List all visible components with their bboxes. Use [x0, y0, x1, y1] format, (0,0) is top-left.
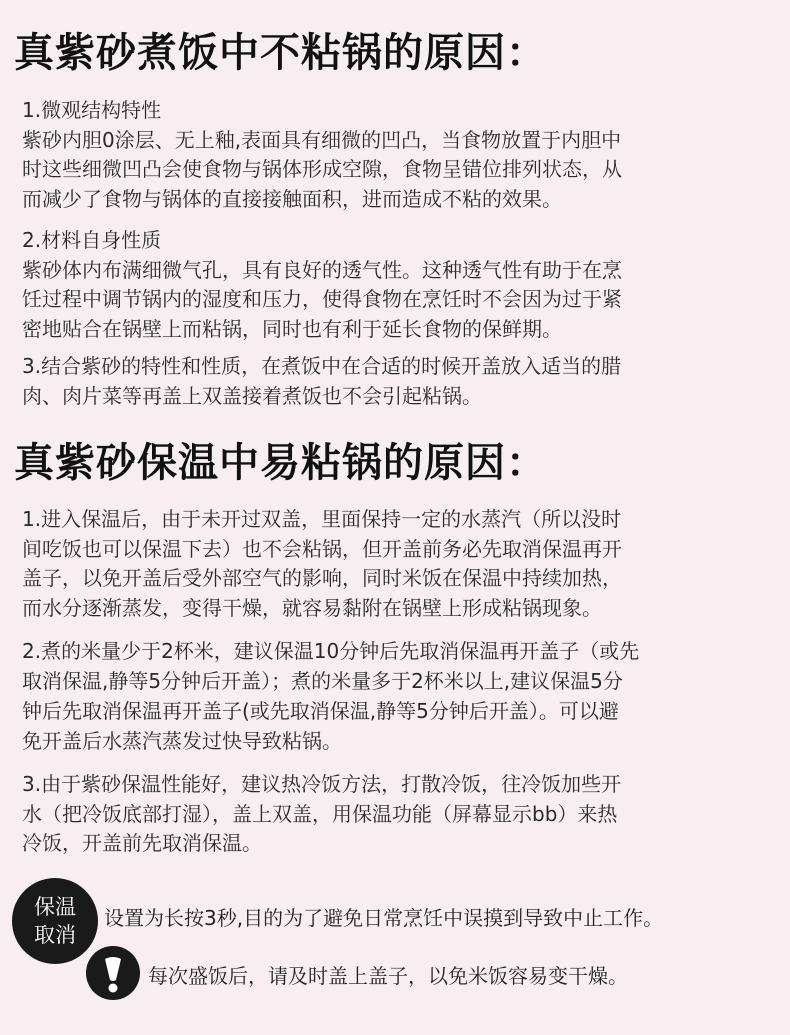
paragraph-line: 3.结合紫砂的特性和性质，在煮饭中在合适的时候开盖放入适当的腊	[22, 354, 622, 378]
paragraph-line: 盖子，以免开盖后受外部空气的影响，同时米饭在保温中持续加热，	[22, 566, 622, 590]
paragraph-line: 间吃饭也可以保温下去）也不会粘锅，但开盖前务必先取消保温再开	[22, 536, 622, 561]
paragraph-line: 而减少了食物与锅体的直接接触面积，进而造成不粘的效果。	[22, 186, 562, 211]
badge-line-2: 取消	[34, 923, 76, 947]
paragraph-line: 免开盖后水蒸汽蒸发过快导致粘锅。	[22, 729, 342, 753]
paragraph-line: 取消保温,静等5分钟后开盖）；煮的米量多于2杯米以上,建议保温5分	[22, 669, 623, 693]
section-2-paragraph-2	[22, 636, 782, 756]
exclamation-icon	[86, 946, 140, 1000]
section-1-paragraph-3	[22, 352, 782, 411]
badge-line-1: 保温	[34, 895, 76, 919]
paragraph-line: 1.微观结构特性	[22, 98, 162, 122]
section-1-title: 真紫砂煮饭中不粘锅的原因：	[14, 30, 547, 76]
paragraph-line: 2.煮的米量少于2杯米，建议保温10分钟后先取消保温再开盖子（或先	[22, 639, 640, 663]
paragraph-line: 水（把冷饭底部打湿），盖上双盖，用保温功能（屏幕显示bb）来热	[22, 801, 618, 826]
paragraph-line: 3.由于紫砂保温性能好，建议热冷饭方法，打散冷饭，往冷饭加些开	[22, 772, 622, 796]
note-long-press: 设置为长按3秒,目的为了避免日常烹饪中误摸到导致中止工作。	[104, 906, 664, 930]
section-1-paragraph-2	[22, 226, 782, 344]
note-cover-lid: 每次盛饭后，请及时盖上盖子，以免米饭容易变干燥。	[148, 964, 628, 988]
section-2-paragraph-1	[22, 505, 782, 623]
paragraph-line: 1.进入保温后，由于未开过双盖，里面保持一定的水蒸汽（所以没时	[22, 507, 622, 531]
paragraph-line: 2.材料自身性质	[22, 228, 162, 252]
section-1-paragraph-1	[22, 96, 782, 214]
paragraph-line: 钟后先取消保温再开盖子(或先取消保温,静等5分钟后开盖）。可以避	[22, 699, 619, 723]
paragraph-line: 密地贴合在锅壁上而粘锅，同时也有利于延长食物的保鲜期。	[22, 316, 562, 341]
paragraph-line: 紫砂体内布满细微气孔，具有良好的透气性。这种透气性有助于在烹	[22, 257, 622, 282]
paragraph-line: 紫砂内胆0涂层、无上釉,表面具有细微的凹凸，当食物放置于内胆中	[22, 127, 622, 152]
paragraph-line: 而水分逐渐蒸发，变得干燥，就容易黏附在锅壁上形成粘锅现象。	[22, 595, 602, 620]
paragraph-line: 时这些细微凹凸会使食物与锅体形成空隙，食物呈错位排列状态，从	[22, 157, 622, 181]
paragraph-line: 肉、肉片菜等再盖上双盖接着煮饭也不会引起粘锅。	[22, 383, 482, 408]
paragraph-line: 冷饭，开盖前先取消保温。	[22, 831, 262, 855]
paragraph-line: 饪过程中调节锅内的湿度和压力，使得食物在烹饪时不会因为过于紧	[22, 287, 622, 311]
exclamation-glyph	[86, 946, 140, 1000]
section-2-paragraph-3	[22, 770, 782, 859]
section-2-title: 真紫砂保温中易粘锅的原因：	[14, 440, 547, 486]
